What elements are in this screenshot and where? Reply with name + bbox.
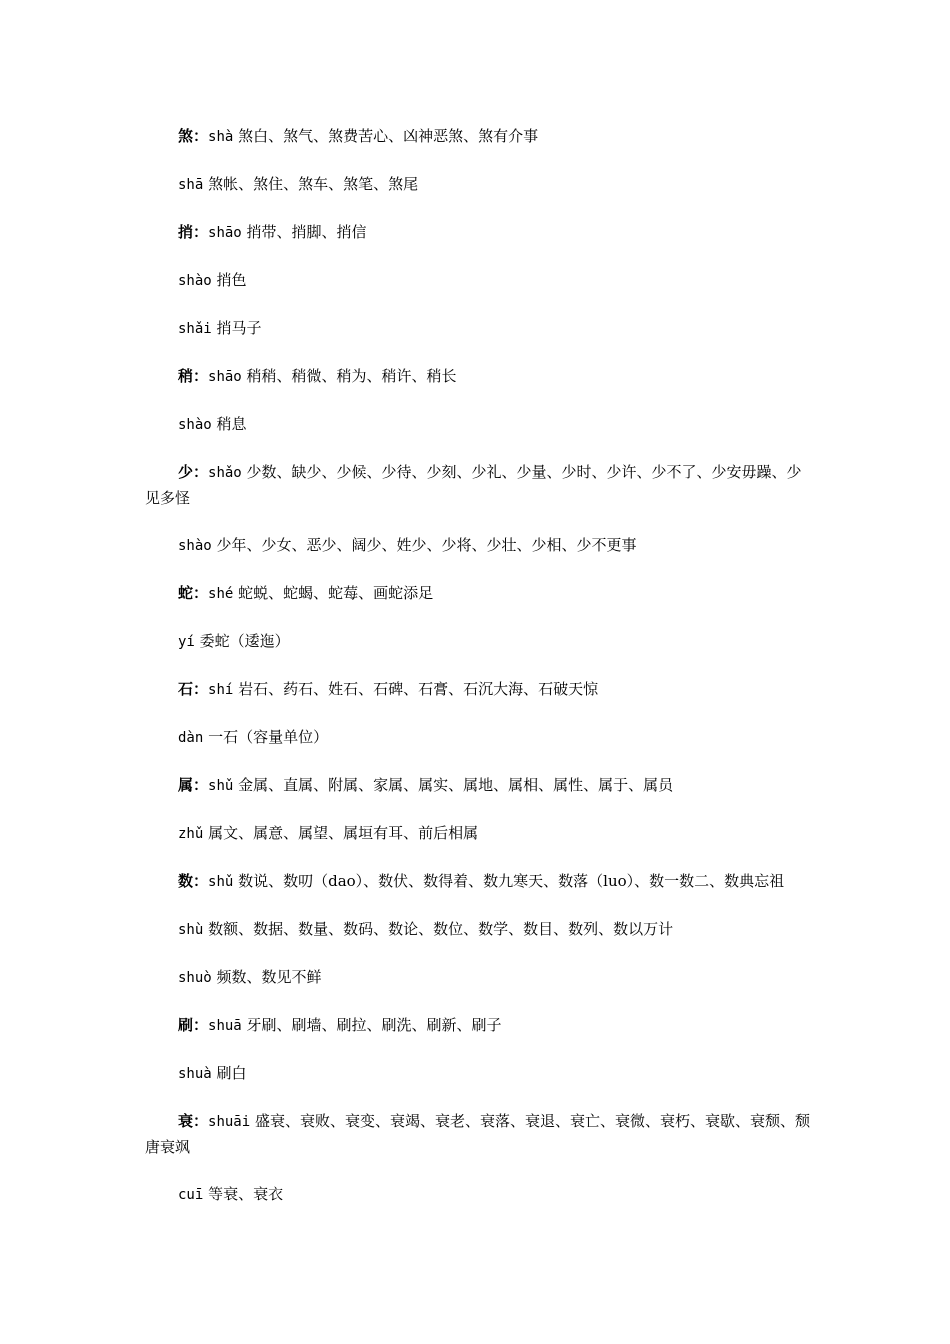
example-words: 少年、少女、恶少、阔少、姓少、少将、少壮、少相、少不更事 bbox=[216, 536, 637, 554]
pinyin: shuà bbox=[178, 1066, 212, 1082]
headword: 稍： bbox=[178, 367, 209, 385]
example-words: 盛衰、衰败、衰变、衰竭、衰老、衰落、衰退、衰亡、衰微、衰朽、衰歇、衰颓、颓唐衰飒 bbox=[145, 1112, 810, 1156]
entry-shu3 bbox=[145, 773, 815, 799]
example-words: 委蛇（逶迤） bbox=[199, 632, 290, 650]
pinyin: shuā bbox=[208, 1018, 242, 1034]
pinyin: shuāi bbox=[208, 1114, 251, 1130]
pinyin: shào bbox=[178, 273, 212, 289]
example-words: 捎马子 bbox=[216, 319, 262, 337]
example-words: 频数、数见不鲜 bbox=[216, 968, 322, 986]
pinyin: shā bbox=[178, 177, 204, 193]
entry-shao3 bbox=[145, 460, 815, 511]
example-words: 稍息 bbox=[216, 415, 247, 433]
entry-sha1 bbox=[145, 172, 815, 198]
pinyin: shí bbox=[208, 682, 234, 698]
entry-shua1 bbox=[145, 1013, 815, 1039]
entry-zhu3 bbox=[145, 821, 815, 847]
example-words: 刷白 bbox=[216, 1064, 247, 1082]
pinyin: shǔ bbox=[208, 778, 234, 794]
pinyin: shāo bbox=[208, 225, 242, 241]
example-words: 捎色 bbox=[216, 271, 247, 289]
entry-dan4 bbox=[145, 725, 815, 751]
headword: 刷： bbox=[178, 1016, 209, 1034]
pinyin: cuī bbox=[178, 1187, 204, 1203]
entry-sha4 bbox=[145, 124, 815, 150]
example-words: 煞帐、煞住、煞车、煞笔、煞尾 bbox=[208, 175, 419, 193]
entry-shai3 bbox=[145, 316, 815, 342]
pinyin: shāo bbox=[208, 369, 242, 385]
example-words: 等衰、衰衣 bbox=[208, 1185, 284, 1203]
entry-shao1-b bbox=[145, 364, 815, 390]
entry-shu3-b bbox=[145, 869, 815, 895]
headword: 蛇： bbox=[178, 584, 209, 602]
entry-cui1 bbox=[145, 1182, 815, 1208]
example-words: 蛇蜕、蛇蝎、蛇莓、画蛇添足 bbox=[238, 584, 434, 602]
pinyin: dàn bbox=[178, 730, 204, 746]
example-words: 金属、直属、附属、家属、属实、属地、属相、属性、属于、属员 bbox=[238, 776, 674, 794]
pinyin: shào bbox=[178, 538, 212, 554]
headword: 衰： bbox=[178, 1112, 209, 1130]
example-words: 属文、属意、属望、属垣有耳、前后相属 bbox=[208, 824, 479, 842]
example-words: 捎带、捎脚、捎信 bbox=[246, 223, 367, 241]
example-words: 一石（容量单位） bbox=[208, 728, 329, 746]
pinyin: shǎo bbox=[208, 465, 242, 481]
example-words: 牙刷、刷墙、刷拉、刷洗、刷新、刷子 bbox=[246, 1016, 502, 1034]
headword: 属： bbox=[178, 776, 209, 794]
entry-shao4-b bbox=[145, 412, 815, 438]
entry-shao4-c bbox=[145, 533, 815, 559]
pinyin: shǎi bbox=[178, 321, 212, 337]
pinyin: shǔ bbox=[208, 874, 234, 890]
pinyin: shù bbox=[178, 922, 204, 938]
example-words: 煞白、煞气、煞费苦心、凶神恶煞、煞有介事 bbox=[238, 127, 539, 145]
entry-shao4 bbox=[145, 268, 815, 294]
example-words: 数额、数据、数量、数码、数论、数位、数学、数目、数列、数以万计 bbox=[208, 920, 674, 938]
pinyin: shuò bbox=[178, 970, 212, 986]
pinyin: shà bbox=[208, 129, 234, 145]
pinyin: shé bbox=[208, 586, 234, 602]
entry-shua4 bbox=[145, 1061, 815, 1087]
headword: 捎： bbox=[178, 223, 209, 241]
pinyin: shào bbox=[178, 417, 212, 433]
entry-shuo4 bbox=[145, 965, 815, 991]
entry-shuai1 bbox=[145, 1109, 815, 1160]
entry-shi2 bbox=[145, 677, 815, 703]
entry-shu4 bbox=[145, 917, 815, 943]
headword: 石： bbox=[178, 680, 209, 698]
pinyin: zhǔ bbox=[178, 826, 204, 842]
document-body bbox=[145, 124, 815, 1208]
pinyin: yí bbox=[178, 634, 195, 650]
headword: 数： bbox=[178, 872, 209, 890]
example-words: 岩石、药石、姓石、石碑、石膏、石沉大海、石破天惊 bbox=[238, 680, 599, 698]
entry-she2 bbox=[145, 581, 815, 607]
entry-yi2 bbox=[145, 629, 815, 655]
example-words: 稍稍、稍微、稍为、稍许、稍长 bbox=[246, 367, 457, 385]
entry-shao1 bbox=[145, 220, 815, 246]
example-words: 数说、数叨（dao）、数伏、数得着、数九寒天、数落（luo）、数一数二、数典忘祖 bbox=[238, 872, 785, 890]
example-words: 少数、缺少、少候、少待、少刻、少礼、少量、少时、少许、少不了、少安毋躁、少见多怪 bbox=[145, 463, 802, 507]
headword: 少： bbox=[178, 463, 209, 481]
headword: 煞： bbox=[178, 127, 209, 145]
